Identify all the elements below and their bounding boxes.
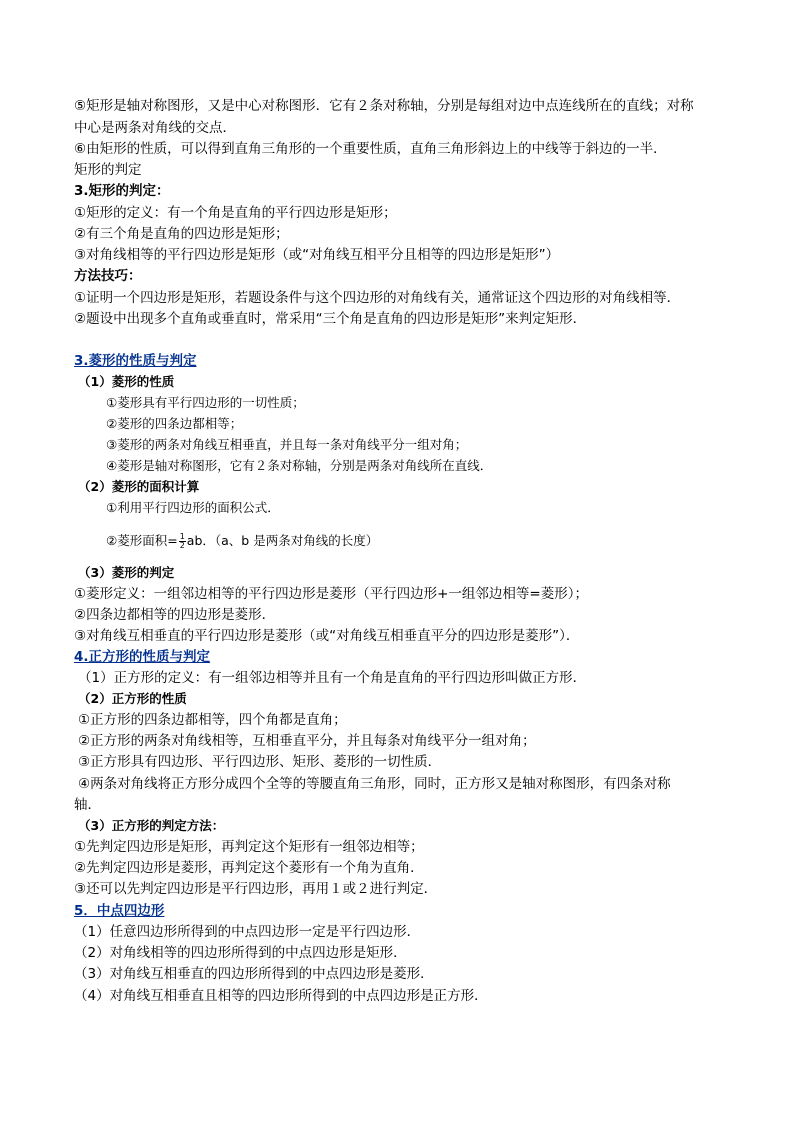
area-formula-suffix: ab．（a、b 是两条对角线的长度） (186, 533, 379, 548)
rect-judge-item: ①矩形的定义：有一个角是直角的平行四边形是矩形； (74, 205, 397, 221)
rhombus-props-heading: （1）菱形的性质 (78, 374, 175, 389)
square-prop: ③正方形具有四边形、平行四边形、矩形、菱形的一切性质． (78, 754, 442, 770)
rhombus-prop: ④菱形是轴对称图形，它有２条对称轴，分别是两条对角线所在直线． (106, 458, 493, 473)
square-section-heading: 4.正方形的性质与判定 (74, 649, 211, 665)
method-tip: ②题设中出现多个直角或垂直时，常采用“三个角是直角的四边形是矩形”来判定矩形． (74, 311, 587, 327)
rect-judge-item: ③对角线相等的平行四边形是矩形（或“对角线互相平分且相等的四边形是矩形”） (74, 247, 560, 263)
rhombus-section-heading: 3.菱形的性质与判定 (74, 353, 197, 369)
rhombus-area-formula (106, 530, 378, 552)
square-judge-item: ②先判定四边形是菱形，再判定这个菱形有一个角为直角． (74, 860, 424, 876)
rect-prop-5-line2: 中心是两条对角线的交点． (74, 120, 236, 136)
rhombus-prop: ②菱形的四条边都相等； (106, 416, 243, 431)
one-half-fraction (179, 533, 186, 550)
square-prop-4-line2: 轴． (74, 797, 101, 813)
rhombus-judge-item: ①菱形定义：一组邻边相等的平行四边形是菱形（平行四边形+一组邻边相等=菱形）； (74, 586, 588, 602)
square-prop: ②正方形的两条对角线相等，互相垂直平分，并且每条对角线平分一组对角； (78, 733, 536, 749)
fraction-numerator: 1 (179, 532, 185, 541)
midpoint-item: （4）对角线互相垂直且相等的四边形所得到的中点四边形是正方形． (74, 988, 488, 1004)
square-judge-item: ③还可以先判定四边形是平行四边形，再用１或２进行判定． (74, 881, 438, 897)
rhombus-prop: ③菱形的两条对角线互相垂直，并且每一条对角线平分一组对角； (106, 437, 468, 452)
rect-prop-6: ⑥由矩形的性质，可以得到直角三角形的一个重要性质，直角三角形斜边上的中线等于斜边的一半． (74, 141, 667, 157)
method-tips-heading: 方法技巧： (74, 268, 142, 284)
rhombus-area-1: ①利用平行四边形的面积公式． (106, 500, 280, 515)
square-prop: ①正方形的四条边都相等，四个角都是直角； (78, 712, 347, 728)
square-definition: （1）正方形的定义：有一组邻边相等并且有一个角是直角的平行四边形叫做正方形． (78, 670, 587, 686)
midpoint-item: （3）对角线互相垂直的四边形所得到的中点四边形是菱形． (74, 966, 434, 982)
rhombus-judge-item: ②四条边都相等的四边形是菱形． (74, 607, 276, 623)
rect-judge-item: ②有三个角是直角的四边形是矩形； (74, 226, 289, 242)
square-judge-item: ①先判定四边形是矩形，再判定这个矩形有一组邻边相等； (74, 839, 424, 855)
square-props-heading: （2）正方形的性质 (78, 691, 187, 706)
rect-prop-5-line1: ⑤矩形是轴对称图形，又是中心对称图形．它有２条对称轴，分别是每组对边中点连线所在的直线；对称 (74, 98, 694, 114)
square-prop-4-line1: ④两条对角线将正方形分成四个全等的等腰直角三角形，同时，正方形又是轴对称图形，有四条对称 (78, 776, 671, 792)
rhombus-judge-heading: （3）菱形的判定 (78, 565, 175, 580)
rect-judge-heading: 3.矩形的判定： (74, 183, 170, 199)
method-tip: ①证明一个四边形是矩形，若题设条件与这个四边形的对角线有关，通常证这个四边形的对角线相等． (74, 290, 681, 306)
square-judge-heading: （3）正方形的判定方法： (78, 818, 225, 833)
fraction-denominator: 2 (179, 541, 185, 550)
rhombus-area-heading: （2）菱形的面积计算 (78, 479, 200, 494)
area-formula-prefix: ②菱形面积= (106, 533, 178, 548)
rhombus-prop: ①菱形具有平行四边形的一切性质； (106, 395, 305, 410)
rect-judge-label: 矩形的判定 (74, 162, 142, 178)
midpoint-section-heading: 5．中点四边形 (74, 903, 165, 919)
midpoint-item: （1）任意四边形所得到的中点四边形一定是平行四边形． (74, 924, 421, 940)
midpoint-item: （2）对角线相等的四边形所得到的中点四边形是矩形． (74, 945, 407, 961)
rhombus-judge-item: ③对角线互相垂直的平行四边形是菱形（或“对角线互相垂直平分的四边形是菱形”）． (74, 628, 580, 644)
